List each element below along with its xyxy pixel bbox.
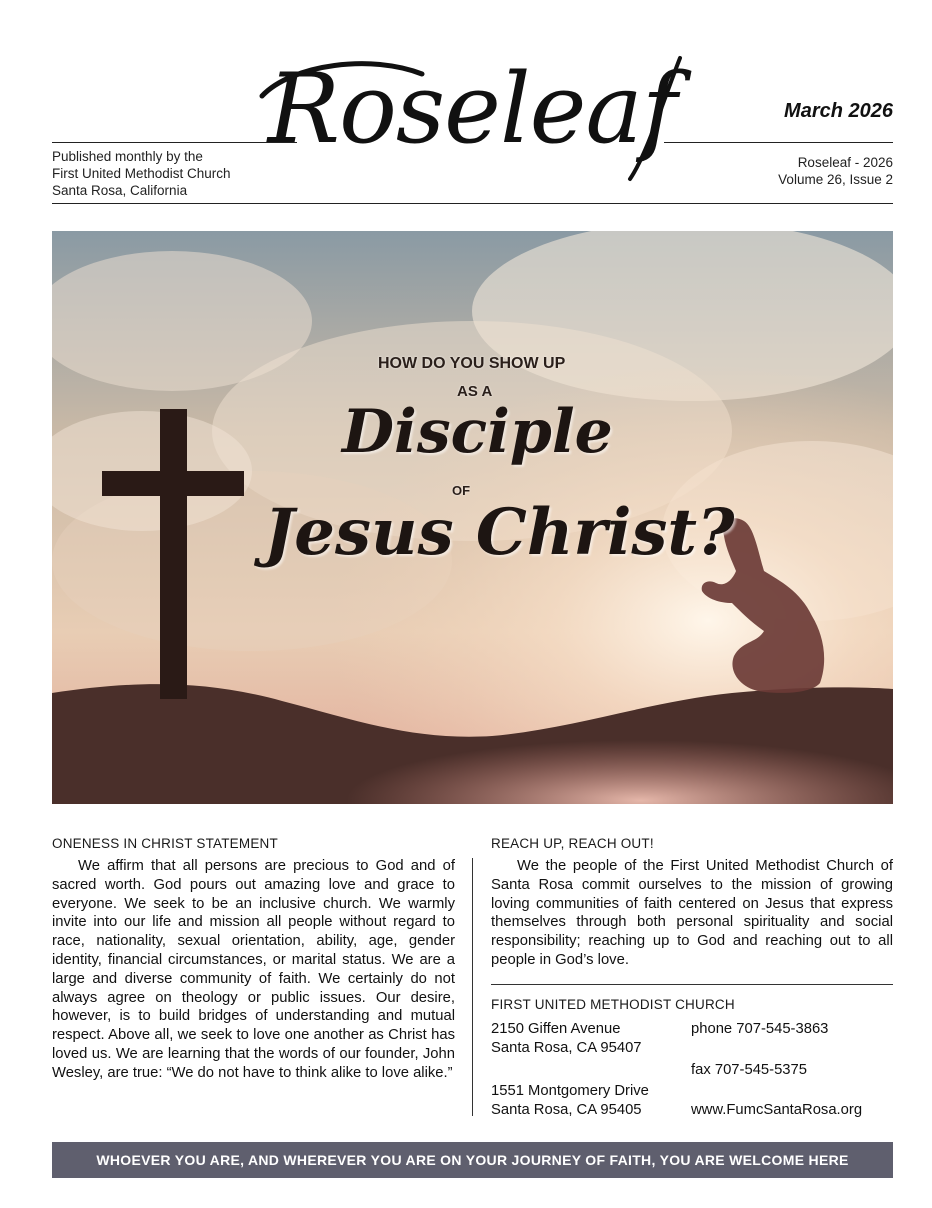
headline-line-2: AS A xyxy=(457,383,493,400)
issue-info xyxy=(778,154,893,188)
headline-line-3: Disciple xyxy=(342,397,613,467)
oneness-body: We affirm that all persons are precious to God and of sacred worth. God pours out amazing love and grace to everyone. We seek to be an inclusive church. We warmly invite into our life and mission all people without regard to race, nationality, sexual orientation, ability, age, gender identity, financial circumstances, or marital status. We are a large and diverse community of faith. We certainly do not always agree on theology or public issues. Our desire, however, is to build bridges of understanding and mutual respect. Above all, we seek to love one another as Christ has loved us. We are learning that the words of our founder, John Wesley, are true: “We do not have to think alike to love alike.” xyxy=(52,858,455,1081)
address-2-street: 1551 Montgomery Drive xyxy=(491,1082,649,1099)
publisher-info xyxy=(52,148,231,199)
phone-number: phone 707-545-3863 xyxy=(691,1020,829,1037)
hero-headline xyxy=(52,231,893,804)
publisher-line: First United Methodist Church xyxy=(52,166,231,181)
masthead-rule-bottom xyxy=(52,203,893,204)
address-1-city: Santa Rosa, CA 95407 xyxy=(491,1039,642,1056)
headline-line-1: HOW DO YOU SHOW UP xyxy=(378,355,566,372)
website-link[interactable]: www.FumcSantaRosa.org xyxy=(691,1101,863,1118)
contact-title: FIRST UNITED METHODIST CHURCH xyxy=(491,996,735,1012)
section-rule xyxy=(491,984,893,985)
reach-section xyxy=(491,836,893,1150)
welcome-banner: WHOEVER YOU ARE, AND WHEREVER YOU ARE ON YOUR JOURNEY OF FAITH, YOU ARE WELCOME HERE xyxy=(52,1142,893,1178)
oneness-section xyxy=(52,836,455,1083)
headline-line-5: Jesus Christ? xyxy=(264,495,735,570)
oneness-title: ONENESS IN CHRIST STATEMENT xyxy=(52,836,278,851)
headline-line-4: OF xyxy=(452,483,471,498)
contact-info xyxy=(491,1020,893,1150)
publisher-line: Published monthly by the xyxy=(52,149,203,164)
hero-image xyxy=(52,231,893,804)
publisher-line: Santa Rosa, California xyxy=(52,183,188,198)
fax-number: fax 707-545-5375 xyxy=(691,1061,807,1078)
issue-date: March 2026 xyxy=(784,100,893,122)
column-divider xyxy=(472,858,473,1116)
issue-line: Roseleaf - 2026 xyxy=(797,155,893,170)
reach-title: REACH UP, REACH OUT! xyxy=(491,836,654,851)
logo-text: Roseleaf xyxy=(267,53,677,165)
masthead xyxy=(52,50,893,210)
address-2-city: Santa Rosa, CA 95405 xyxy=(491,1101,642,1118)
reach-body: We the people of the First United Methodist Church of Santa Rosa commit ourselves to the mission of growing loving communities of faith centered on Jesus that express themselves through both personal spirituality and social responsibility; reaching up to God and reaching out to all people in God’s love. xyxy=(491,858,893,968)
roseleaf-logo xyxy=(252,44,692,194)
masthead-rule-right xyxy=(664,142,893,143)
issue-line: Volume 26, Issue 2 xyxy=(778,172,893,187)
address-1-street: 2150 Giffen Avenue xyxy=(491,1020,621,1037)
